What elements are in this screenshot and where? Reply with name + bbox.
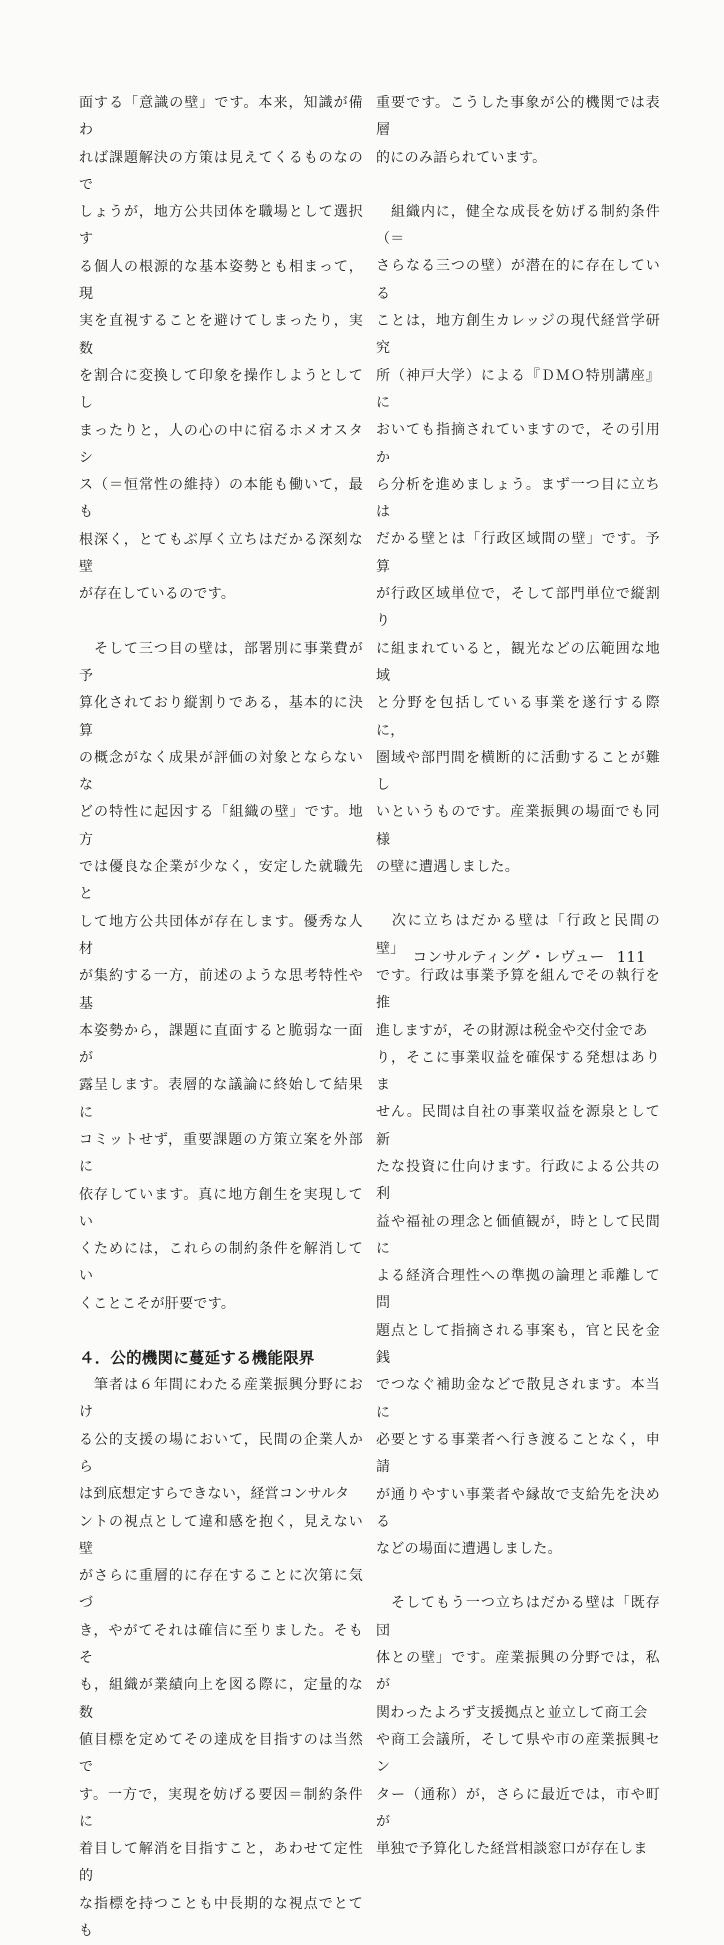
paragraph: 面する「意識の壁」です。本来，知識が備わ れば課題解決の方策は見えてくるものなので しょうが，地方公共団体を職場として選択す る個人の根源的な基本姿勢とも相まって，現 実を直視することを避けてしまったり，実数 を割合に変換して印象を操作しようとしてし まったりと，人の心の中に宿るホメオスタシ ス（＝恒常性の維持）の本能も働いて，最も 根深く，とてもぶ厚く立ちはだかる深刻な壁 が存在しているのです。 [79,95,363,603]
paragraph: 組織内に，健全な成長を妨げる制約条件（＝ さらなる三つの壁）が潜在的に存在している ことは，地方創生カレッジの現代経営学研究 所（神戸大学）による『ＤＭＯ特別講座』に おいても指摘されていますので，その引用か ら分析を進めましょう。まず一つ目に立ちは だかる壁とは「行政区域間の壁」です。予算 が行政区域単位で，そして部門単位で縦割り に組まれていると，観光などの広範囲な地域 と分野を包括している事業を遂行する際に， 圏域や部門間を横断的に活動することが難し いというものです。産業振興の場面でも同様 の壁に遭遇しました。 [376,203,660,876]
paragraph: そしてもう一つ立ちはだかる壁は「既存団 体との壁」です。産業振興の分野では，私が 関わったよろず支援拠点と並立して商工会 や商工会議所，そして県や市の産業振興セン ター（通称）が，さらに最近では，市や町が 単独で予算化した経営相談窓口が存在しま [376,1595,660,1858]
paragraph: そして三つ目の壁は，部署別に事業費が予 算化されており縦割りである，基本的に決算 の概念がなく成果が評価の対象とならないな どの特性に起因する「組織の壁」です。地方 では優良な企業が少なく，安定した就職先と して地方公共団体が存在します。優秀な人材 が集約する一方，前述のような思考特性や基 本姿勢から，課題に直面すると脆弱な一面が 露呈します。表層的な議論に終始して結果に コミットせず，重要課題の方策立案を外部に 依存しています。真に地方創生を実現してい くためには，これらの制約条件を解消してい くことこそが肝要です。 [79,640,363,1312]
page-footer [413,946,646,967]
paragraph: 重要です。こうした事象が公的機関では表層 的にのみ語られています。 [376,95,660,166]
page-number: 111 [616,950,646,966]
journal-name: コンサルティング・レヴュー [412,950,605,966]
paragraph: 筆者は６年間にわたる産業振興分野におけ る公的支援の場において，民間の企業人から は到底想定すらできない，経営コンサルタ ントの視点として違和感を抱く，見えない壁 がさらに重層的に存在することに次第に気づ き，やがてそれは確信に至りました。そもそ も，組織が業績向上を図る際に，定量的な数 値目標を定めてその達成を目指すのは当然で す。一方で，実現を妨げる要因＝制約条件に 着目して解消を目指すこと，あわせて定性的 な指標を持つことも中長期的な視点でとても [79,1377,363,1939]
left-column [79,90,363,1945]
paragraph: 次に立ちはだかる壁は「行政と民間の壁」 です。行政は事業予算を組んでその執行を推 進しますが，その財源は税金や交付金であ り，そこに事業収益を確保する発想はありま せん。民間は自社の事業収益を源泉として新 たな投資に仕向けます。行政による公共の利 益や福祉の理念と価値観が，時として民間に よる経済合理性への準拠の論理と乖離して問 題点として指摘される事案も，官と民を金銭 でつなぐ補助金などで散見されます。本当に 必要とする事業者へ行き渡ることなく，申請 が通りやすい事業者や縁故で支給先を決める などの場面に遭遇しました。 [376,913,660,1558]
section-heading: ４．公的機関に蔓延する機能限界 [79,1349,315,1368]
right-column [376,90,660,1863]
